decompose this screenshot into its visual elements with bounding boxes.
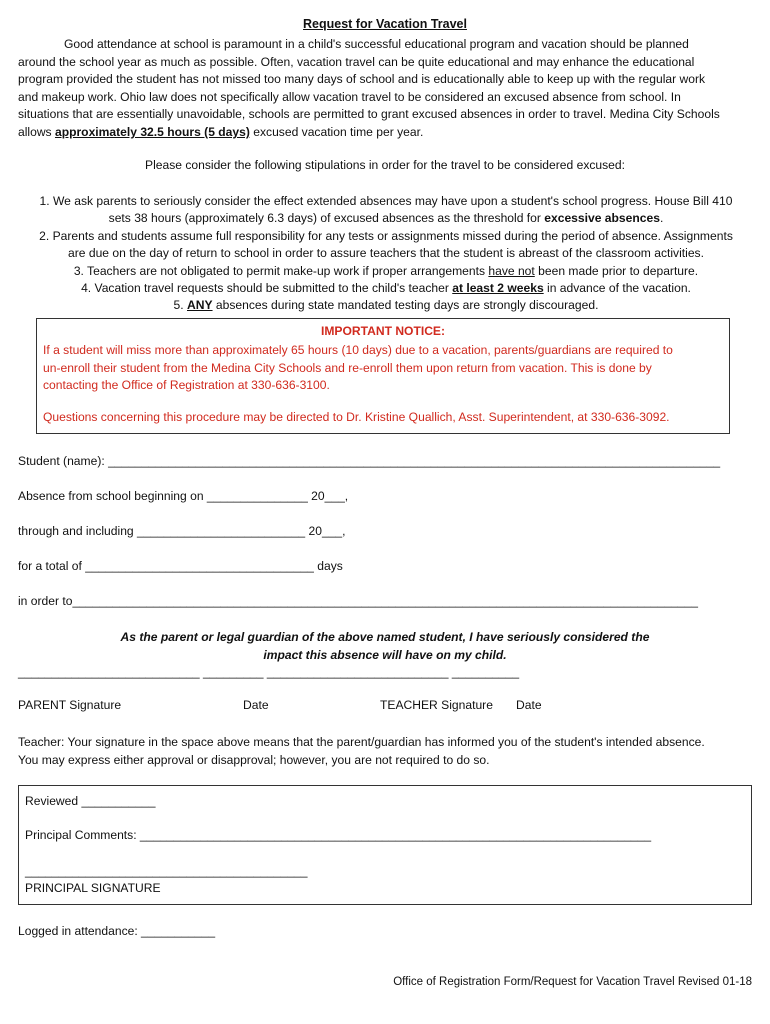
stip-text: 4. Vacation travel requests should be submitted to the child's teacher <box>81 281 453 296</box>
stip-bold: ANY <box>187 298 213 313</box>
stipulation-4 <box>14 280 758 297</box>
intro-line: and makeup work. Ohio law does not specifically allow vacation travel to be considered an excused absence from school. In <box>18 89 681 104</box>
teacher-note-line: You may express either approval or disapproval; however, you are not required to do so. <box>18 753 490 767</box>
stip-text: . <box>659 211 664 226</box>
logged-attendance-field[interactable]: Logged in attendance: ___________ <box>18 924 216 938</box>
intro-line-last <box>18 124 756 142</box>
intro-paragraph <box>18 36 756 142</box>
notice-line: un-enroll their student from the Medina City Schools and re-enroll them upon return from vacation. This is done by <box>43 360 652 375</box>
intro-text: allows <box>18 124 55 139</box>
notice-line: contacting the Office of Registration at 330-636-3100. <box>43 378 330 393</box>
stipulation-5 <box>14 297 758 314</box>
parent-statement <box>0 628 770 664</box>
intro-line: around the school year as much as possible. Often, vacation travel can be quite educational and may enhance the educational <box>18 54 695 69</box>
intro-line: situations that are essentially unavoidable, schools are permitted to grant excused absences in order to travel. Medina City Schools <box>18 107 720 122</box>
principal-signature-label: PRINCIPAL SIGNATURE <box>25 881 161 895</box>
principal-comments-field[interactable]: Principal Comments: ____________________________________________________________________________ <box>25 828 652 842</box>
signature-lines[interactable]: ___________________________ _________ ___________________________ __________ <box>18 665 520 679</box>
stip-text: sets 38 hours (approximately 6.3 days) of excused absences as the threshold for <box>108 211 545 226</box>
stipulation-1-cont <box>14 210 758 227</box>
student-name-field[interactable]: Student (name): ___________________________________________________________________________________________ <box>18 454 721 468</box>
total-days-field[interactable]: for a total of __________________________________ days <box>18 559 343 573</box>
teacher-note-line: Teacher: Your signature in the space above means that the parent/guardian has informed you of the student's intended absence. <box>18 735 705 749</box>
statement-line: impact this absence will have on my child. <box>263 648 507 662</box>
reason-field[interactable]: in order to_____________________________________________________________________________________________ <box>18 594 698 608</box>
intro-text: excused vacation time per year. <box>249 124 424 139</box>
notice-body <box>43 342 721 395</box>
stipulation-3 <box>14 263 758 280</box>
absence-begin-field[interactable]: Absence from school beginning on _______________ 20___, <box>18 489 349 503</box>
stip-underline: have not <box>488 263 535 278</box>
stip-text: in advance of the vacation. <box>543 281 691 296</box>
reviewed-field[interactable]: Reviewed ___________ <box>25 794 156 808</box>
important-notice-box <box>36 318 730 434</box>
teacher-note <box>18 733 758 769</box>
teacher-signature-label: TEACHER Signature <box>380 698 493 712</box>
parent-signature-label: PARENT Signature <box>18 698 122 712</box>
vacation-allowance: approximately 32.5 hours (5 days) <box>54 124 250 139</box>
stip-text: been made prior to departure. <box>534 263 699 278</box>
form-title: Request for Vacation Travel <box>303 17 467 31</box>
stipulation-1: 1. We ask parents to seriously consider the effect extended absences may have upon a student's school progress. House Bill 410 <box>39 194 733 208</box>
stipulations-intro: Please consider the following stipulations in order for the travel to be considered excused: <box>145 158 625 172</box>
form-footer: Office of Registration Form/Request for Vacation Travel Revised 01-18 <box>393 976 752 988</box>
date-label: Date <box>516 698 542 712</box>
stip-text: 3. Teachers are not obligated to permit make-up work if proper arrangements <box>73 263 489 278</box>
notice-line: If a student will miss more than approximately 65 hours (10 days) due to a vacation, parents/guardians are required to <box>43 343 673 357</box>
principal-signature-line[interactable]: __________________________________________ <box>25 864 308 878</box>
intro-line: program provided the student has not missed too many days of school and is educationally able to keep up with the regular work <box>18 72 706 87</box>
stip-text: absences during state mandated testing days are strongly discouraged. <box>212 298 599 313</box>
date-label: Date <box>243 698 269 712</box>
through-date-field[interactable]: through and including _________________________ 20___, <box>18 524 346 538</box>
stipulations-list <box>14 193 758 315</box>
principal-box <box>18 785 752 905</box>
notice-questions: Questions concerning this procedure may be directed to Dr. Kristine Quallich, Asst. Superintendent, at 330-636-3092. <box>43 410 670 424</box>
stipulation-2: 2. Parents and students assume full responsibility for any tests or assignments missed during the period of absence. Assignments <box>39 228 733 243</box>
statement-line: As the parent or legal guardian of the above named student, I have seriously considered the <box>120 630 650 644</box>
notice-title: IMPORTANT NOTICE: <box>320 324 446 338</box>
intro-line: Good attendance at school is paramount in a child's successful educational program and vacation should be planned <box>64 37 689 51</box>
stip-text: 5. <box>173 298 187 313</box>
stip-bold: excessive absences <box>544 211 660 226</box>
stipulation-2-cont: are due on the day of return to school in order to assure teachers that the student is abreast of the classroom activities. <box>68 246 704 261</box>
stip-bold: at least 2 weeks <box>452 281 544 296</box>
